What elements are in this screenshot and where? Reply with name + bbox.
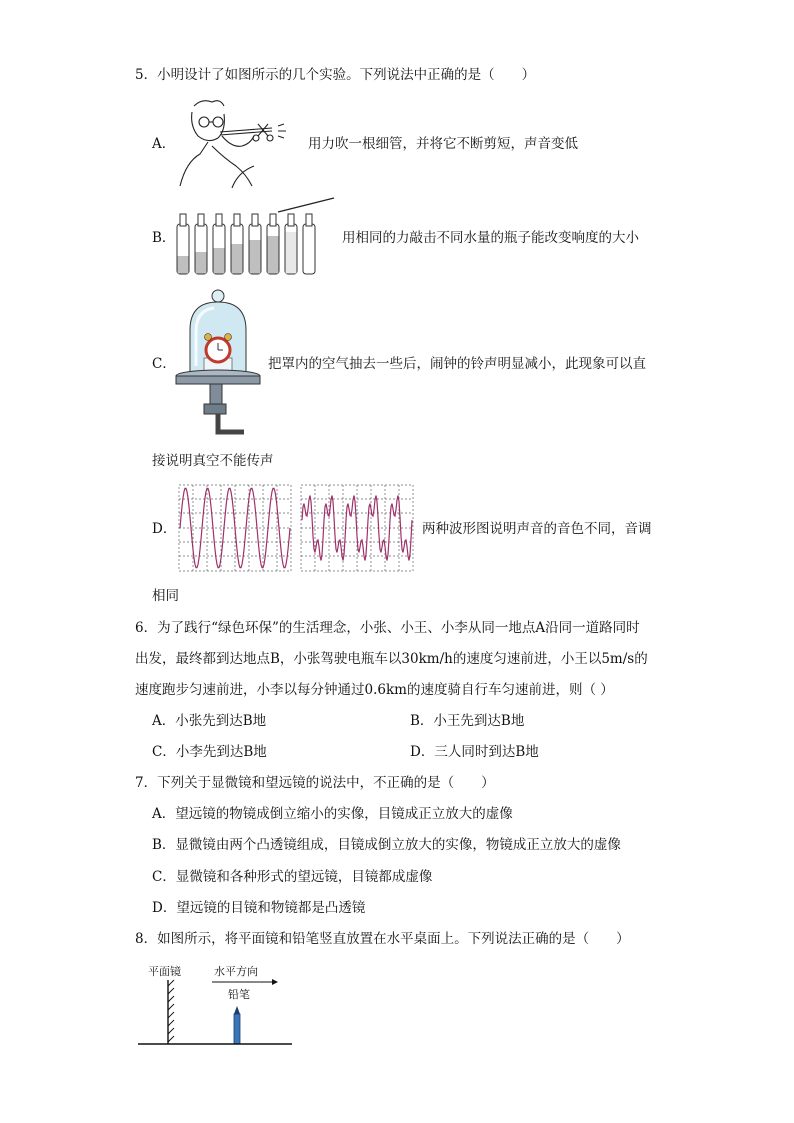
q7-option-c: C．显微镜和各种形式的望远镜，目镜都成虚像 [152, 869, 433, 885]
q6-option-a: A．小张先到达B地 [152, 713, 267, 729]
q5-option-a-text: 用力吹一根细管，并将它不断剪短，声音变低 [308, 136, 578, 152]
q8-stem: 8．如图所示，将平面镜和铅笔竖直放置在水平桌面上。下列说法正确的是（ ） [135, 931, 630, 947]
bottle-4 [231, 214, 243, 274]
q7-option-a: A．望远镜的物镜成倒立缩小的实像，目镜成正立放大的虚像 [152, 806, 513, 822]
bottle-2 [195, 214, 207, 274]
q6-option-d: D．三人同时到达B地 [410, 744, 539, 760]
pencil-icon [234, 1006, 240, 1044]
bottle-3 [213, 214, 225, 274]
q5-option-d-continued: 相同 [152, 588, 179, 604]
q5-option-c-text: 把罩内的空气抽去一些后，闹钟的铃声明显减小，此现象可以直 [268, 356, 646, 372]
q5-option-c-continued: 接说明真空不能传声 [152, 453, 274, 469]
bottle-5 [249, 214, 261, 274]
q6-line-1: 6．为了践行“绿色环保”的生活理念，小张、小王、小李从同一地点A沿同一道路同时 [135, 620, 640, 636]
bottle-1 [177, 214, 189, 274]
q5-figure-a-blowing-tube [172, 96, 297, 188]
q5-figure-c-bell-jar [174, 286, 266, 438]
arrow-right-icon [272, 979, 278, 985]
q5-stem: 5．小明设计了如图所示的几个实验。下列说法中正确的是（ ） [135, 67, 536, 83]
direction-label: 水平方向 [214, 965, 258, 978]
q5-option-b-letter: B． [152, 230, 176, 246]
mirror-label: 平面镜 [148, 965, 181, 978]
q7-stem: 7．下列关于显微镜和望远镜的说法中，不正确的是（ ） [135, 775, 495, 791]
q8-figure-mirror-pencil [136, 962, 296, 1050]
q5-option-c-letter: C． [152, 356, 176, 372]
q6-option-b: B．小王先到达B地 [410, 713, 525, 729]
bottle-8 [303, 214, 315, 274]
q6-option-c: C．小李先到达B地 [152, 744, 267, 760]
q5-option-d-letter: D． [152, 521, 177, 537]
bottle-6 [267, 214, 279, 274]
q5-figure-b-bottles [170, 194, 338, 278]
q5-figure-d-waveforms [178, 484, 416, 574]
q5-option-d-text: 两种波形图说明声音的音色不同，音调 [422, 521, 652, 537]
bottle-7 [285, 214, 297, 274]
q7-option-b: B．显微镜由两个凸透镜组成，目镜成倒立放大的实像，物镜成正立放大的虚像 [152, 837, 621, 853]
q6-line-2: 出发，最终都到达地点B，小张驾驶电瓶车以30km/h的速度匀速前进，小王以5m/s的 [135, 651, 648, 667]
q5-option-b-text: 用相同的力敲击不同水量的瓶子能改变响度的大小 [342, 230, 639, 246]
pencil-label: 铅笔 [228, 988, 250, 1001]
q5-option-a-letter: A． [152, 136, 176, 152]
q7-option-d: D．望远镜的目镜和物镜都是凸透镜 [152, 900, 366, 916]
q6-line-3: 速度跑步匀速前进，小李以每分钟通过0.6km的速度骑自行车匀速前进，则（ ） [135, 682, 614, 698]
